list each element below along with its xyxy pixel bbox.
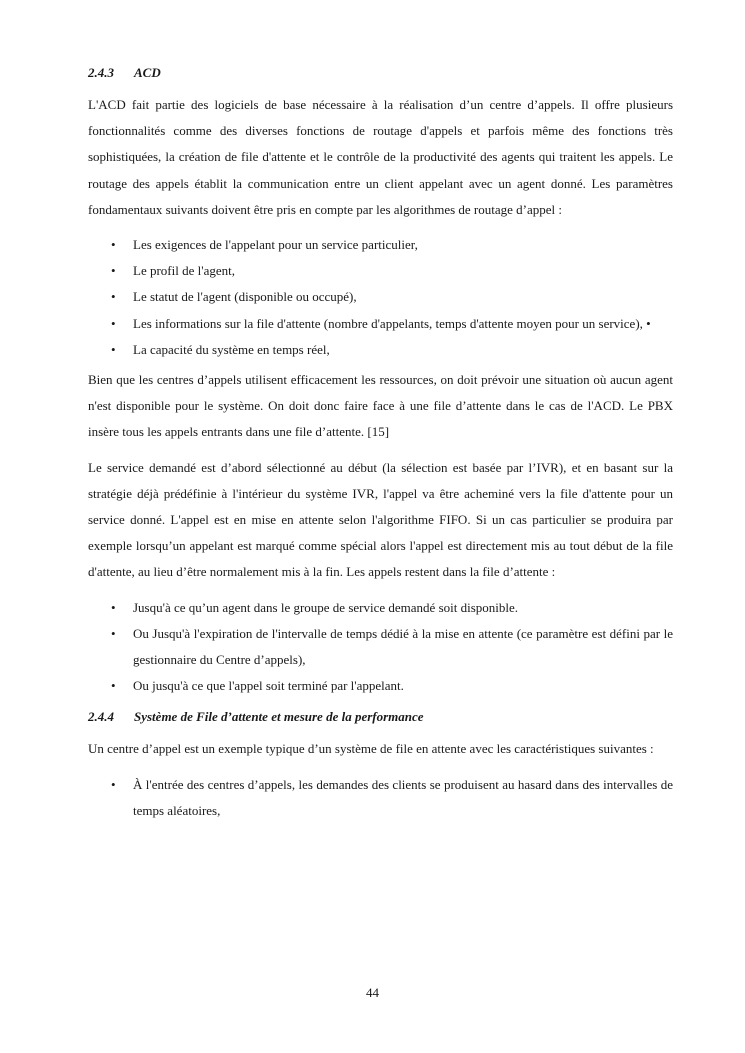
list-item: • Jusqu'à ce qu’un agent dans le groupe de service demandé soit disponible. (88, 595, 673, 621)
list-item: • Ou jusqu'à ce que l'appel soit terminé par l'appelant. (88, 673, 673, 699)
queue-characteristics-list (88, 772, 673, 824)
list-item: • Le profil de l'agent, (88, 258, 673, 284)
section-title: ACD (134, 65, 161, 80)
list-item: • Les exigences de l'appelant pour un service particulier, (88, 232, 673, 258)
section-number: 2.4.3 (88, 65, 114, 80)
page-number: 44 (366, 985, 379, 1000)
section-title: Système de File d’attente et mesure de la performance (134, 709, 424, 725)
section-heading-acd (88, 64, 673, 82)
document-page (88, 64, 673, 828)
paragraph-acd-intro: L'ACD fait partie des logiciels de base nécessaire à la réalisation d’un centre d’appels. Il offre plusieurs fonctionnalités comme des diverses fonctions de routage d'appels et parfois même des fonctions très sophistiquées, la création de file d'attente et le contrôle de la productivité des agents qui traitent les appels. Le routage des appels établit la communication entre un client appelant avec un agent donné. Les paramètres fondamentaux suivants doivent être pris en compte par les algorithmes de routage d’appel : (88, 97, 673, 217)
list-item: • À l'entrée des centres d’appels, les demandes des clients se produisent au hasard dans des intervalles de temps aléatoires, (88, 772, 673, 824)
queue-conditions-list (88, 595, 673, 700)
paragraph-service-selection: Le service demandé est d’abord sélectionné au début (la sélection est basée par l’IVR), et en basant sur la stratégie déjà prédéfinie à l'intérieur du système IVR, l'appel va être acheminé vers la file d'attente pour un service donné. L'appel est en mise en attente selon l'algorithme FIFO. Si un cas particulier se produira par exemple lorsqu’un appelant est marqué comme spécial alors l'appel est directement mis au tout début de la file d'attente, au lieu d’être normalement mis à la fin. Les appels restent dans la file d’attente : (88, 459, 673, 580)
paragraph-queue-situation: Bien que les centres d’appels utilisent efficacement les ressources, on doit prévoir une situation où aucun agent n'est disponible pour le système. On doit donc faire face à une file d’attente dans le cas de l'ACD. Le PBX insère tous les appels entrants dans une file d’attente. [15] (88, 372, 673, 440)
list-item: • Ou Jusqu'à l'expiration de l'intervalle de temps dédié à la mise en attente (ce paramètre est défini par le gestionnaire du Centre d’appels), (88, 621, 673, 673)
list-item: • Les informations sur la file d'attente (nombre d'appelants, temps d'attente moyen pour un service), • (88, 311, 673, 337)
section-number: 2.4.4 (88, 709, 114, 725)
section-heading-queue-system (88, 708, 673, 726)
list-item: • Le statut de l'agent (disponible ou occupé), (88, 284, 673, 310)
list-item: • La capacité du système en temps réel, (88, 337, 673, 363)
paragraph-queue-intro: Un centre d’appel est un exemple typique d’un système de file en attente avec les caractéristiques suivantes : (88, 741, 654, 757)
routing-parameters-list (88, 232, 673, 363)
